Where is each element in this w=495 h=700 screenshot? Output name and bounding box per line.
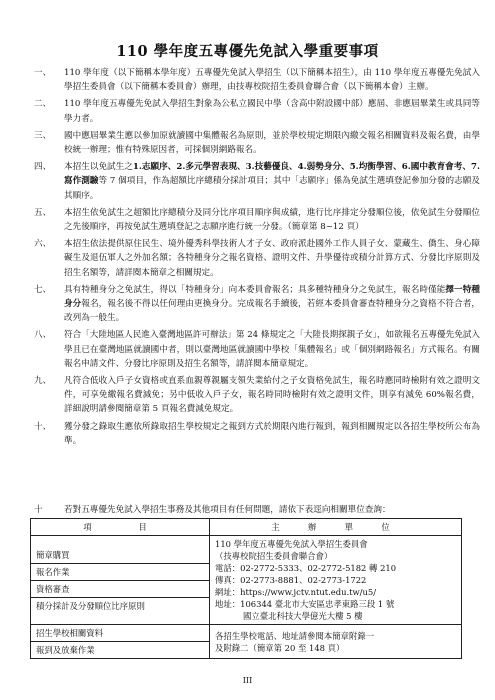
item-text: 本招生依法提供原住民生、境外優秀科學技術人才子女、政府派赴國外工作人員子女、蒙藏生、僑生、身心障礙生及退伍軍人之外加名額；各特種身分之報名資格、證明文件、升學優待或積分計算方式、分發比序原則及招生名額等，請詳閱本簡章之相關規定。 (64, 239, 480, 278)
item-scoring-ranking: 積分採計及分發順位比序原則 (36, 600, 145, 611)
table-header-row (31, 519, 462, 536)
organizer-name: 110 學年度五專優先免試入學招生委員會 (215, 539, 368, 549)
item-text (64, 283, 480, 326)
school-contact-note: 各招生學校電話、地址請參閱本簡章附錄一 (215, 630, 375, 641)
item-qualification-review: 資格審查 (36, 583, 70, 594)
item-number: 八、 (34, 330, 52, 341)
item-text: 獲分發之錄取生應依所錄取招生學校規定之報到方式於期限內進行報到，報到相關規定以各招生學校所公布為準。 (64, 421, 480, 446)
contact-table (30, 518, 462, 659)
organizer-phone: 電話：02-2772-5333、02-2772-5182 轉 210 (215, 563, 397, 573)
list-item (18, 283, 480, 326)
organizer-parent: （技專校院招生委員會聯合會） (215, 551, 333, 561)
list-item (18, 420, 480, 448)
item-registration: 報名作業 (36, 566, 70, 577)
item-number: 十、 (34, 421, 52, 432)
item-text-part: 具有特種身分之免試生，得以「特種身分」向本委員會報名；具多種特種身分之免試生，報名時僅能 (64, 284, 446, 295)
item-text-part: 報名，報名後不得以任何理由更換身分。完成報名手續後，若經本委員會審查特種身分之資格不符合者，改列為一般生。 (64, 299, 480, 324)
list-item (18, 328, 480, 371)
notice-list (18, 66, 480, 451)
item-text: 110 學年度（以下簡稱本學年度）五專優先免試入學招生（以下簡稱本招生），由 110 學年度五專優先免試入學招生委員會（以下簡稱本委員會）辦理，由技專校院招生委員會聯合會（以下簡稱本會）主辦。 (64, 68, 480, 93)
item-text: 凡符合低收入戶子女資格或直系血親尊親屬支領失業給付之子女資格免試生，報名時應同時檢附有效之證明文件，可享免繳報名費減免；另中低收入戶子女，報名時同時檢附有效之證明文件，則享有減免 60%報名費，詳細說明請參閱簡章第 5 頁報名費減免規定。 (64, 376, 480, 415)
list-item (18, 97, 480, 125)
item-text (64, 160, 480, 203)
item-number: 一、 (34, 68, 52, 78)
item-enrollment: 報到及放棄作業 (36, 645, 95, 655)
item-purchase: 簡章購買 (36, 549, 70, 560)
scoring-items-emphasis: 1.志願序、2.多元學習表現、3.技藝優良、4.弱勢身分、5.均衡學習、6.國中教育會考、7.寫作測驗 (64, 162, 480, 187)
organizer-address: 地址：106344 臺北市大安區忠孝東路三段 1 號 (215, 599, 395, 609)
list-item (18, 206, 480, 234)
table-row (31, 625, 462, 659)
organizer-website: 網址：https://www.jctv.ntut.edu.tw/u5/ (215, 587, 377, 597)
item-text: 符合「大陸地區人民進入臺灣地區許可辦法」第 24 條規定之「大陸長期探親子女」，如欲報名五專優先免試入學且已在臺灣地區就讀國中者，則以臺灣地區就讀國中學校「集體報名」或「個別網路報名」方式報名。有關報名申請文件、分發比序原則及招生名額等，請詳閱本簡章規定。 (64, 330, 481, 369)
item-number: 九、 (34, 376, 52, 387)
column-header-organizer: 主 辦 單 位 (210, 519, 462, 536)
list-item (18, 66, 480, 94)
item-school-info: 招生學校相關資料 (36, 628, 103, 638)
organizer-address-line2: 國立臺北科技大學億光大樓 5 樓 (243, 611, 363, 621)
item-number: 六、 (34, 239, 52, 250)
organizer-fax: 傳真：02-2773-8881、02-2773-1722 (215, 575, 367, 585)
item-text: 110 學年度五專優先免試入學招生對象為公私立國民中學（含高中附設國中部）應屆、非應屆畢業生或具同等學力者。 (64, 99, 480, 124)
item-number: 五、 (34, 207, 52, 218)
school-contact-note-line2: 及附錄二（簡章第 20 至 148 頁） (215, 642, 345, 653)
item-text: 本招生依免試生之超額比序總積分及同分比序項目順序與成績，進行比序排定分發順位後，依免試生分發順位之先後順序，再按免試生選填登記之志願序進行統一分發。（簡章第 8~12 頁） (64, 207, 480, 233)
item-text: 國中應屆畢業生應以參加原就讀國中集體報名為原則，並於學校規定期限內繳交報名相關資料及報名費，由學校統一辦理；惟有特殊原因者，可採個別網路報名。 (64, 130, 480, 156)
list-item (18, 374, 480, 417)
page-number: III (242, 676, 253, 685)
item-cell (31, 625, 210, 659)
item-text-part: 本招生以免試生之 (64, 162, 133, 173)
organizer-cell (210, 536, 462, 625)
column-header-item: 項 目 (31, 519, 210, 536)
item-number: 七、 (34, 284, 52, 295)
item-number: 二、 (34, 99, 52, 110)
item-text-part: 等 7 個項目，作為超額比序總積分採計項目；其中「志願序」係為免試生選填登記參加分發的志願及其順序。 (64, 176, 480, 201)
item-number: 四、 (34, 162, 52, 173)
organizer-cell (210, 625, 462, 659)
list-item (18, 129, 480, 157)
item-cell (31, 536, 210, 625)
item-number: 三、 (34, 130, 52, 141)
document-title: 110 學年度五專優先免試入學重要事項 (116, 43, 379, 60)
item-number: 十 (34, 505, 43, 515)
item-text: 若對五專優先免試入學招生事務及其他項目有任何問題，請依下表逕向相關單位查詢： (64, 505, 391, 515)
list-item (18, 160, 480, 203)
single-identity-emphasis: 擇一特種身分 (64, 284, 480, 310)
table-row (31, 536, 462, 625)
list-item (18, 237, 480, 280)
